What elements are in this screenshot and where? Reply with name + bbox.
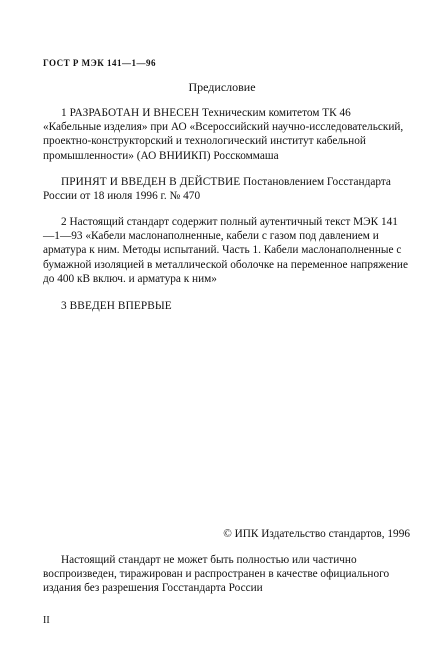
section-text: Постановлением Госстандарта России от 18 июля 1996 г. № 470 <box>43 176 391 203</box>
section-lead: 1 РАЗРАБОТАН И ВНЕСЕН <box>61 107 200 119</box>
section-lead: 3 ВВЕДЕН ВПЕРВЫЕ <box>61 300 172 312</box>
section-adopted <box>43 175 409 203</box>
page-title: Предисловие <box>188 80 256 94</box>
section-lead: ПРИНЯТ И ВВЕДЕН В ДЕЙСТВИЕ <box>61 176 241 188</box>
section-text: 2 Настоящий стандарт содержит полный аутентичный текст МЭК 141—1—93 «Кабели маслонаполненные, кабели с газом под давлением и арматура к ним. Методы испытаний. Часть 1. Кабели маслонаполненные с бумажной изоляцией в металлической оболочке на переменное напряжение до 400 кВ включ. и арматура к ним» <box>43 216 408 285</box>
section-authentic-text <box>43 215 409 286</box>
section-first-introduced <box>43 299 409 313</box>
document-header: ГОСТ Р МЭК 141—1—96 <box>43 58 156 68</box>
section-developed <box>43 106 409 163</box>
reproduction-notice <box>43 553 409 596</box>
notice-text: Настоящий стандарт не может быть полностью или частично воспроизведен, тиражирован и распространен в качестве официального издания без разрешения Госстандарта России <box>43 554 390 595</box>
page-number: II <box>43 615 50 626</box>
section-text: Техническим комитетом ТК 46 «Кабельные изделия» при АО «Всероссийский научно-исследовательский, проектно-конструкторский и технологический институт кабельной промышленности» (АО ВНИИКП) Росскоммаша <box>43 107 404 162</box>
copyright-line: © ИПК Издательство стандартов, 1996 <box>223 528 410 540</box>
